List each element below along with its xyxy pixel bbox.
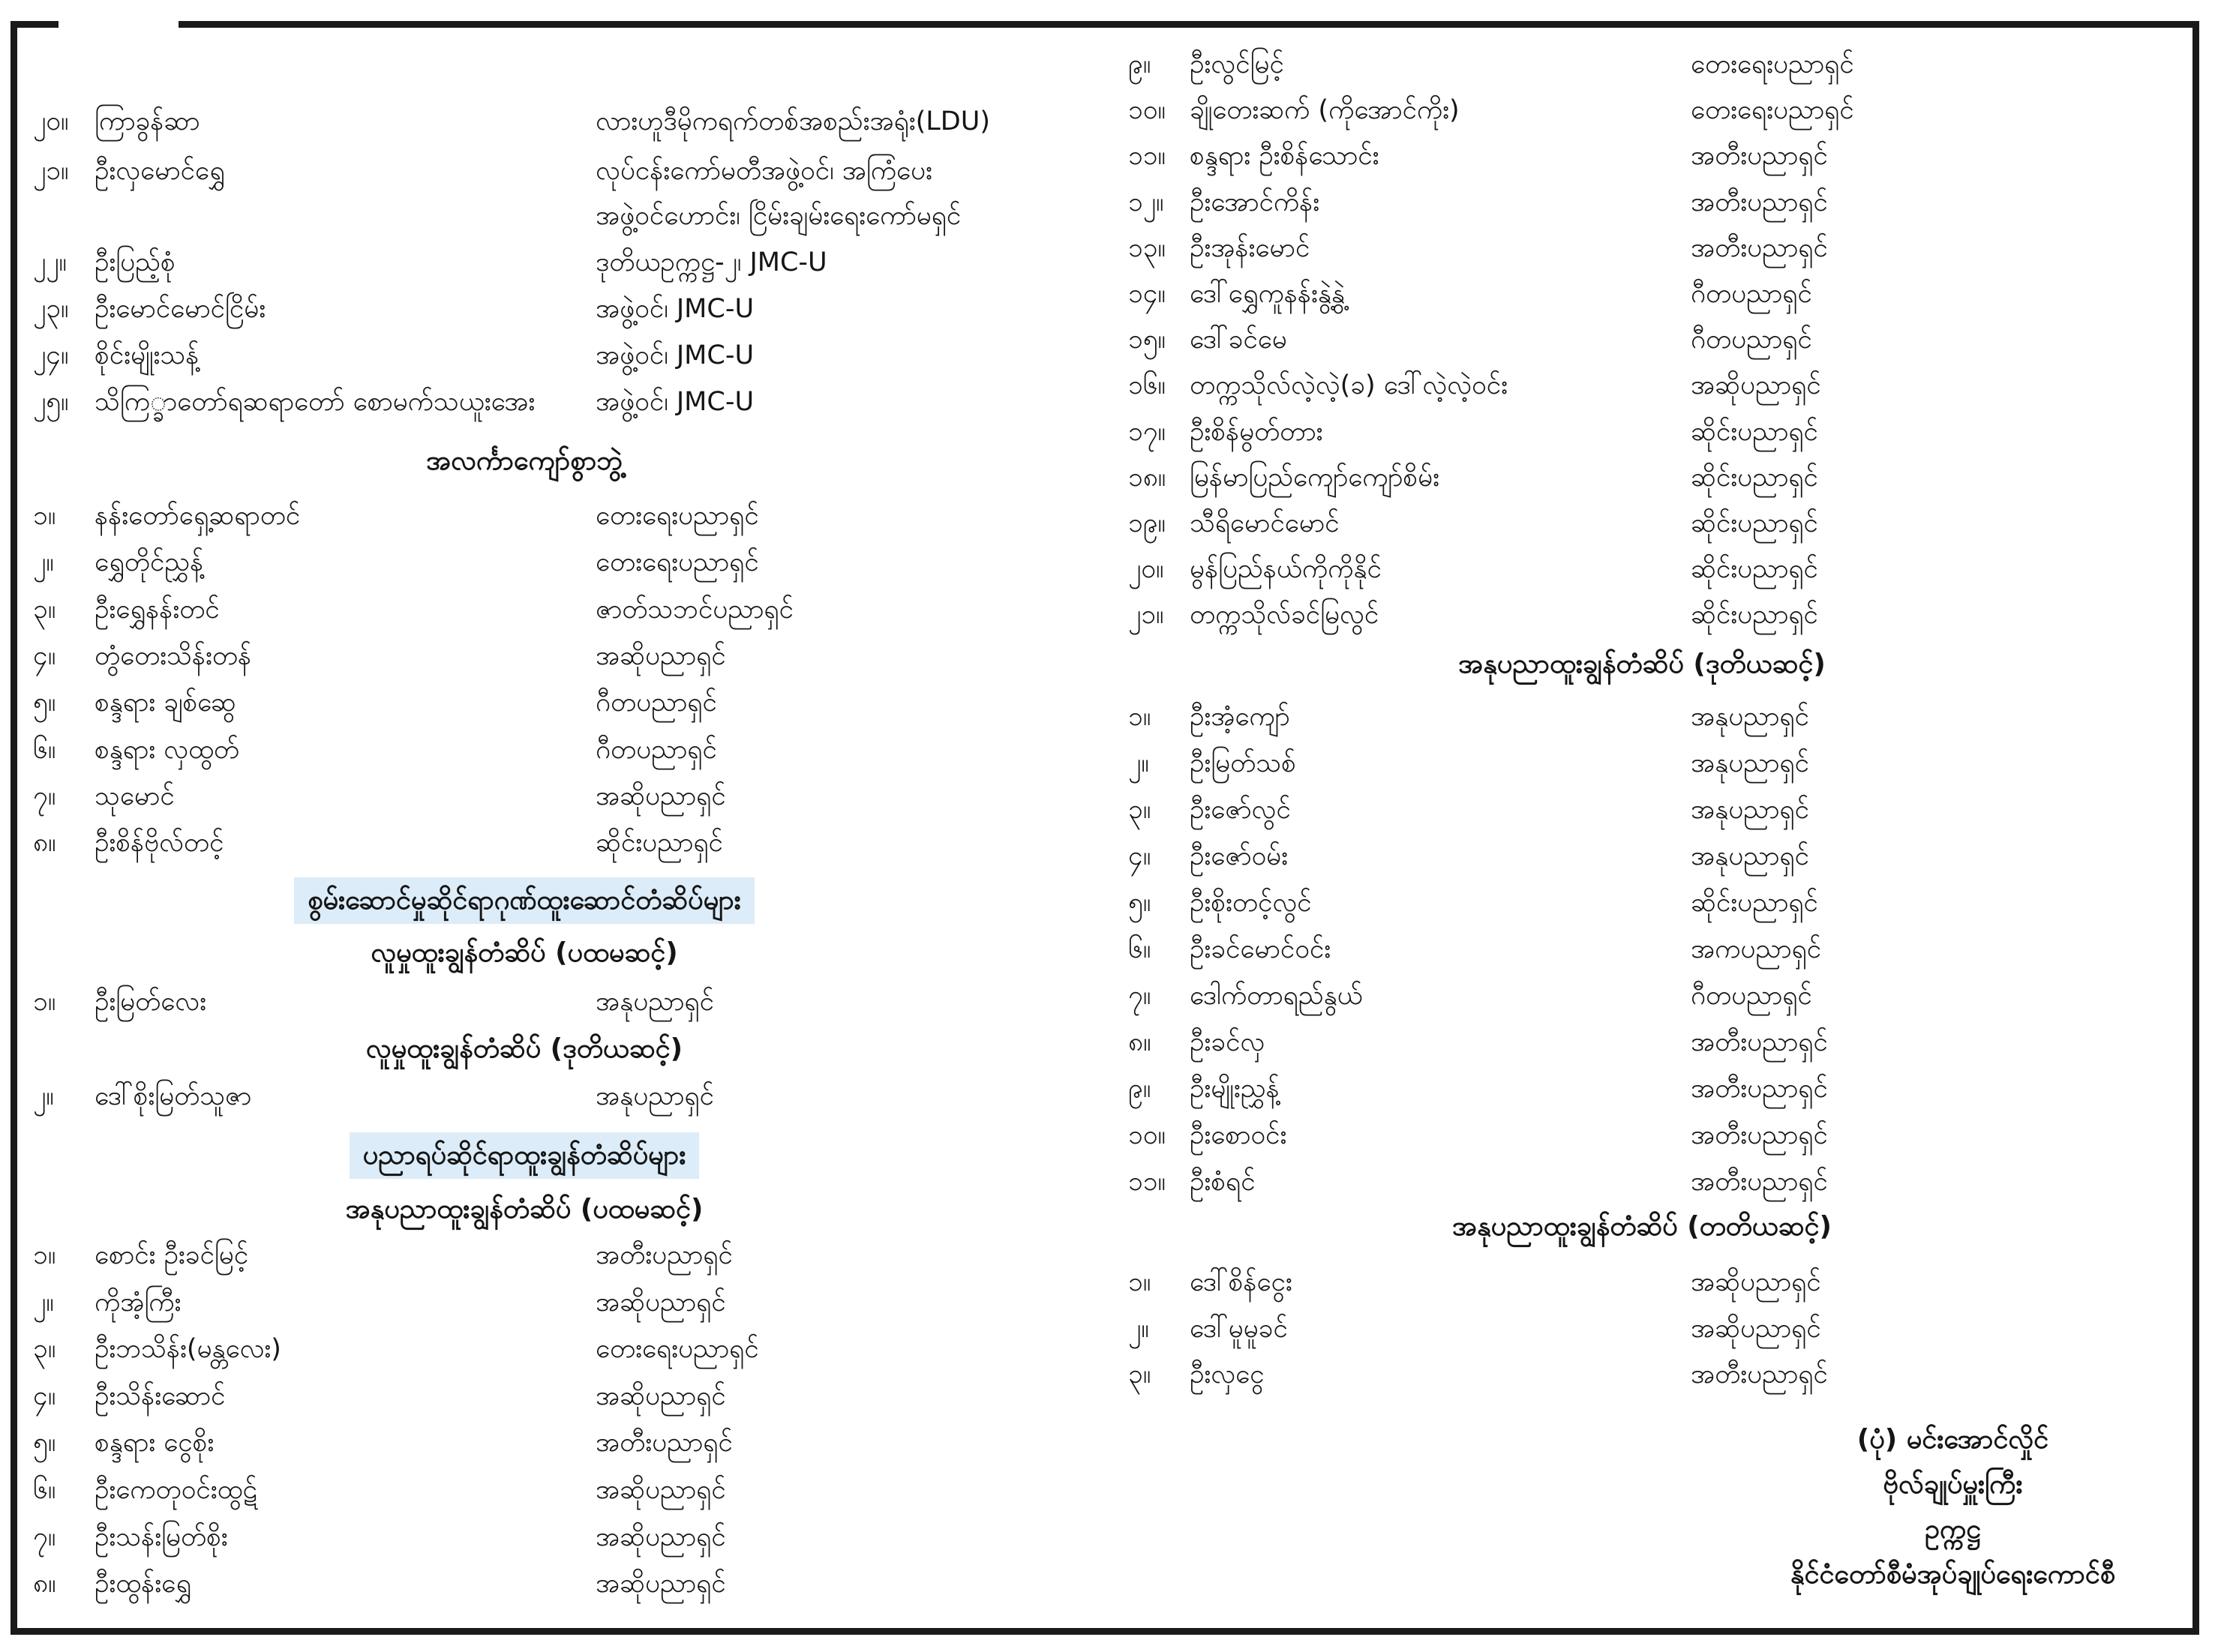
item-role: ဆိုင်းပညာရှင် [596,828,723,858]
item-role: တေးရေးပညာရှင် [1691,95,1854,125]
item-role: ဆိုင်းပညာရှင် [1691,888,1818,918]
item-num: ၃။ [33,595,56,625]
item-name: ဒေါက်တာရည်နွယ် [1190,981,1363,1011]
item-role: အနုပညာရှင် [596,1081,714,1111]
item-role: အတီးပညာရှင် [596,1240,733,1270]
item-num: ၇။ [33,1522,56,1552]
item-name: ဦးထွန်းရွှေ [95,1569,191,1599]
item-role: အတီးပညာရှင် [1691,141,1828,171]
item-num: ၈။ [33,1569,56,1599]
item-name: ဒေါ်မူမူခင် [1190,1314,1288,1344]
item-name: ဦးစိုးတင့်လွင် [1190,888,1312,918]
item-role: တေးရေးပညာရှင် [596,547,759,577]
item-name: ဦးစိန်မွတ်တား [1190,417,1323,447]
item-num: ၈။ [1128,1027,1151,1057]
item-name: ဒေါ်ခင်မေ [1190,325,1287,355]
item-role: အဖွဲ့ဝင်၊ JMC-U [596,340,755,370]
item-name: ဦးစံရင် [1190,1167,1256,1197]
item-role: ဇာတ်သဘင်ပညာရှင် [596,595,794,625]
item-role: အနုပညာရှင် [1691,841,1809,871]
item-name: ဦးအောင်ကိန်း [1190,187,1320,217]
item-name: ဦးခင်လှ [1190,1027,1265,1057]
item-num: ၆။ [33,1475,56,1505]
item-role: ဆိုင်းပညာရှင် [1691,508,1818,538]
signature-line-1: (ပုံ) မင်းအောင်လှိုင် [1856,1424,2049,1455]
item-name: သီရိမောင်မောင် [1190,508,1340,538]
item-role: ဆိုင်းပညာရှင် [1691,463,1818,493]
item-num: ၁၅။ [1128,325,1166,355]
item-name: ဦးမြတ်လေး [95,987,206,1017]
item-name: ဦးဇော်လွင် [1190,795,1291,825]
item-role: အဆိုပညာရှင် [596,781,726,811]
item-num: ၅။ [33,688,56,718]
item-num: ၁၃။ [1128,233,1166,263]
item-num: ၄။ [33,1381,56,1411]
item-num: ၄။ [1128,841,1151,871]
item-name: ကြာခွန်ဆာ [95,106,200,136]
item-role: အဆိုပညာရှင် [1691,370,1821,400]
item-name: ဒေါ်စိုးမြတ်သူဇာ [95,1081,252,1111]
item-name: ဦးမျိုးညွှန့် [1190,1074,1280,1104]
item-num: ၆။ [1128,934,1151,964]
item-num: ၁။ [33,501,56,531]
item-num: ၂။ [33,1081,54,1111]
item-name: ဦးမြတ်သစ် [1190,748,1296,778]
item-num: ၁၀။ [1128,1120,1166,1150]
item-name: မြန်မာပြည်ကျော်ကျော်စိမ်း [1190,463,1439,493]
item-role: အဖွဲ့ဝင်၊ JMC-U [596,294,755,324]
item-name: စန္ဒရား ဦးစိန်သောင်း [1190,141,1379,171]
item-role: အဆိုပညာရှင် [596,1381,726,1411]
item-num: ၁၀။ [1128,95,1166,125]
item-num: ၁။ [1128,702,1151,732]
item-name: စိုင်းမျိုးသန့် [95,340,200,370]
item-name: တက္ကသိုလ်လဲ့လဲ့(ခ) ဒေါ်လဲ့လဲ့ဝင်း [1190,370,1508,400]
item-role: အနုပညာရှင် [596,987,714,1017]
heading-art-third: အနုပညာထူးချွန်တံဆိပ် (တတိယဆင့်) [1452,1211,1832,1242]
item-num: ၁၇။ [1128,417,1166,447]
item-name: နန်းတော်ရှေ့ဆရာတင် [95,501,301,531]
item-num: ၂၂။ [33,247,67,277]
item-num: ၂။ [33,547,54,577]
item-num: ၁။ [33,1240,56,1270]
item-role: အဆိုပညာရှင် [596,1569,726,1599]
item-num: ၄။ [33,641,56,671]
item-num: ၅။ [1128,888,1151,918]
item-name: သိကြ္ခာတော်ရဆရာတော် စောမက်သယူးအေး [95,387,536,417]
item-name: ဦးစိန်ဗိုလ်တင့် [95,828,224,858]
item-name: ဦးသိန်းဆောင် [95,1381,226,1411]
item-num: ၃။ [33,1334,56,1364]
item-num: ၉။ [1128,49,1151,79]
item-num: ၂၄။ [33,340,69,370]
item-role: အတီးပညာရှင် [1691,187,1828,217]
item-num: ၆။ [33,735,56,765]
item-num: ၂၃။ [33,294,69,324]
item-name: ဒေါ်စိန်ငွေး [1190,1267,1292,1297]
item-num: ၂၁။ [1128,600,1164,630]
item-num: ၂။ [1128,748,1149,778]
item-role: အတီးပညာရှင် [1691,1167,1828,1197]
heading-social-second: လူမှုထူးချွန်တံဆိပ် (ဒုတိယဆင့်) [365,1033,683,1064]
item-role: အဆိုပညာရှင် [1691,1267,1821,1297]
item-role: ဆိုင်းပညာရှင် [1691,600,1818,630]
item-role: ဂီတပညာရှင် [1691,279,1812,309]
item-name: တက္ကသိုလ်ခင်မြလွင် [1190,600,1379,630]
item-num: ၇။ [1128,981,1151,1011]
item-name: စန္ဒရား လှထွတ် [95,735,239,765]
signature-line-3: ဥက္ကဋ္ဌ [1925,1514,1981,1545]
item-num: ၂၅။ [33,387,69,417]
heading-alinkar: အလင်္ကာကျော်စွာဘွဲ့ [426,445,623,476]
item-role: အနုပညာရှင် [1691,748,1809,778]
item-num: ၇။ [33,781,56,811]
item-num: ၉။ [1128,1074,1151,1104]
item-num: ၂။ [33,1288,54,1318]
item-role: ဂီတပညာရှင် [596,735,717,765]
item-name: စန္ဒရား ငွေစိုး [95,1428,215,1458]
item-num: ၃။ [1128,1360,1151,1390]
item-num: ၈။ [33,828,56,858]
item-role: အတီးပညာရှင် [1691,1360,1828,1390]
heading-social-first: လူမှုထူးချွန်တံဆိပ် (ပထမဆင့်) [371,937,678,968]
item-name: ဦးခင်မောင်ဝင်း [1190,934,1331,964]
item-role: ဆိုင်းပညာရှင် [1691,417,1818,447]
item-num: ၂။ [1128,1314,1149,1344]
item-role: ဒုတိယဥက္ကဋ္ဌ-၂၊ JMC-U [596,247,827,277]
item-role: အဆိုပညာရှင် [596,1475,726,1505]
item-name: ဦးဘသိန်း(မန္တလေး) [95,1334,281,1364]
border-gap [59,18,179,31]
item-num: ၂၀။ [33,106,69,136]
heading-academic-awards: ပညာရပ်ဆိုင်ရာထူးချွန်တံဆိပ်များ [350,1132,700,1179]
item-num: ၁၄။ [1128,279,1166,309]
role-continuation: အဖွဲ့ဝင်ဟောင်း၊ ငြိမ်းချမ်းရေးကော်မရှင် [596,201,962,231]
item-num: ၁၉။ [1128,508,1166,538]
item-name: ချိုတေးဆက် (ကိုအောင်ကိုး) [1190,95,1460,125]
item-role: တေးရေးပညာရှင် [596,501,759,531]
heading-art-first: အနုပညာထူးချွန်တံဆိပ် (ပထမဆင့်) [345,1194,704,1225]
item-name: စောင်း ဦးခင်မြင့် [95,1240,249,1270]
item-name: ဦးရွှေနန်းတင် [95,595,220,625]
item-name: ရွှေတိုင်ညွှန့် [95,547,204,577]
item-role: ဆိုင်းပညာရှင် [1691,554,1818,584]
item-role: အဆိုပညာရှင် [596,641,726,671]
item-role: အဆိုပညာရှင် [596,1522,726,1552]
item-name: ဦးစောဝင်း [1190,1120,1287,1150]
item-name: ဦးအုန်းမောင် [1190,233,1310,263]
item-role: အဖွဲ့ဝင်၊ JMC-U [596,387,755,417]
item-num: ၂၁။ [33,156,69,186]
page-border [11,21,2199,1635]
item-name: ဦးအံ့ကျော် [1190,702,1290,732]
item-name: တွံတေးသိန်းတန် [95,641,252,671]
item-name: ဒေါ်ရွှေကူနန်းနွဲ့နွဲ့ [1190,279,1345,309]
item-name: ဦးသန်းမြတ်စိုး [95,1522,228,1552]
item-role: အနုပညာရှင် [1691,795,1809,825]
item-num: ၂၀။ [1128,554,1164,584]
item-role: လားဟူဒီမိုကရက်တစ်အစည်းအရုံး(LDU) [596,106,990,136]
item-name: စန္ဒရား ချစ်ဆွေ [95,688,236,718]
item-role: အဆိုပညာရှင် [1691,1314,1821,1344]
item-role: ဂီတပညာရှင် [596,688,717,718]
item-role: ဂီတပညာရှင် [1691,981,1812,1011]
item-num: ၁။ [33,987,56,1017]
item-name: ဦးကေတုဝင်းထွဋ် [95,1475,257,1505]
item-num: ၁၆။ [1128,370,1166,400]
item-num: ၅။ [33,1428,56,1458]
item-num: ၁၁။ [1128,1167,1166,1197]
item-role: အတီးပညာရှင် [596,1428,733,1458]
signature-line-4: နိုင်ငံတော်စီမံအုပ်ချုပ်ရေးကောင်စီ [1790,1559,2115,1590]
item-role: လုပ်ငန်းကော်မတီအဖွဲ့ဝင်၊ အကြံပေး [596,156,932,186]
item-name: ဦးဇော်ဝမ်း [1190,841,1289,871]
item-name: မွန်ပြည်နယ်ကိုကိုနိုင် [1190,554,1382,584]
item-num: ၁၂။ [1128,187,1164,217]
item-name: သုမောင် [95,781,175,811]
item-name: ဦးလှမောင်ရွှေ [95,156,225,186]
item-role: အတီးပညာရှင် [1691,1027,1828,1057]
item-name: ကိုအံ့ကြီး [95,1288,182,1318]
item-role: အတီးပညာရှင် [1691,1120,1828,1150]
signature-block [1790,1417,2115,1597]
item-name: ဦးလှငွေ [1190,1360,1265,1390]
item-role: ဂီတပညာရှင် [1691,325,1812,355]
item-num: ၁၈။ [1128,463,1166,493]
item-role: တေးရေးပညာရှင် [596,1334,759,1364]
item-name: ဦးပြည့်စုံ [95,247,176,277]
heading-performance-awards: စွမ်းဆောင်မှုဆိုင်ရာဂုဏ်ထူးဆောင်တံဆိပ်များ [294,877,755,924]
item-name: ဦးလွင်မြင့် [1190,49,1284,79]
item-num: ၃။ [1128,795,1151,825]
item-role: အနုပညာရှင် [1691,702,1809,732]
heading-art-second: အနုပညာထူးချွန်တံဆိပ် (ဒုတိယဆင့်) [1458,649,1826,679]
item-role: အတီးပညာရှင် [1691,1074,1828,1104]
item-role: အတီးပညာရှင် [1691,233,1828,263]
signature-line-2: ဗိုလ်ချုပ်မှူးကြီး [1883,1469,2023,1500]
item-num: ၁။ [1128,1267,1151,1297]
item-role: အဆိုပညာရှင် [596,1288,726,1318]
item-name: ဦးမောင်မောင်ငြိမ်း [95,294,266,324]
item-role: တေးရေးပညာရှင် [1691,49,1854,79]
item-role: အကပညာရှင် [1691,934,1822,964]
item-num: ၁၁။ [1128,141,1166,171]
